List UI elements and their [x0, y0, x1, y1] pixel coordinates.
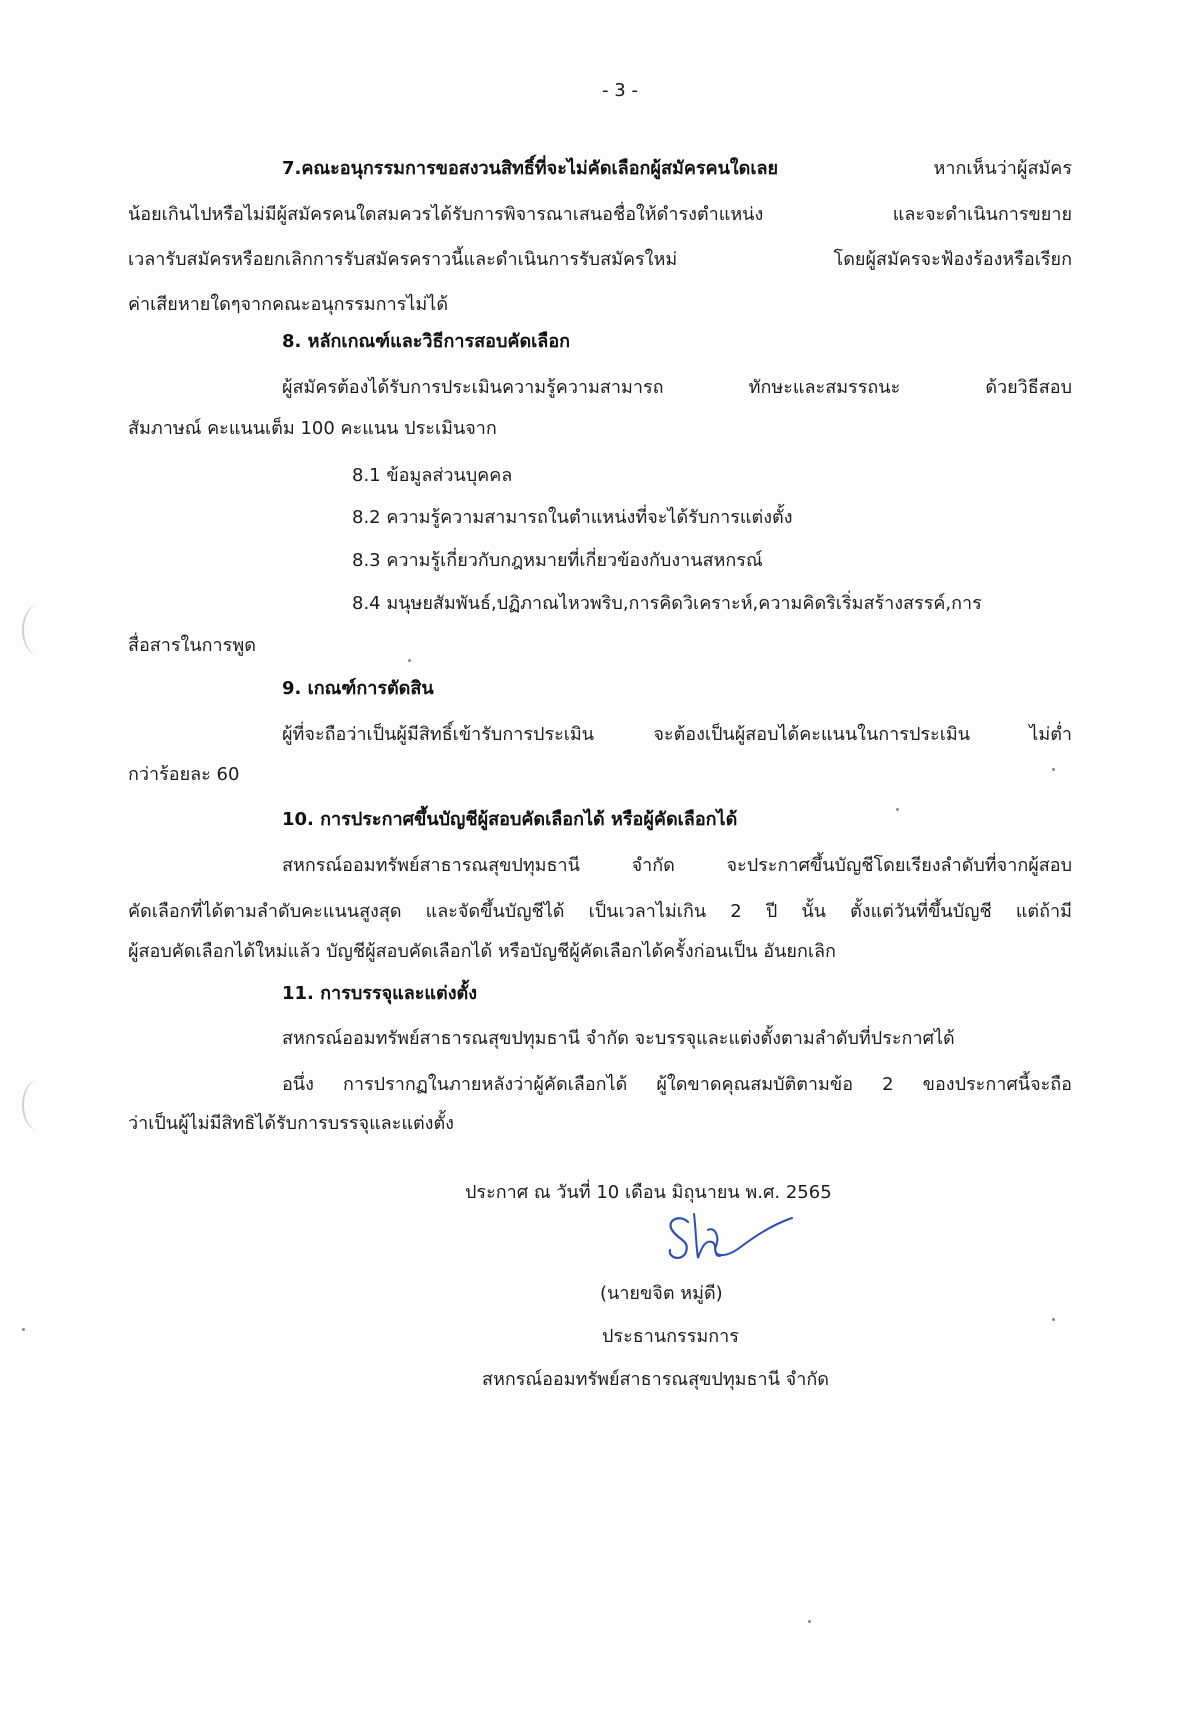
section9-line1: ผู้ที่จะถือว่าเป็นผู้มีสิทธิ์เข้ารับการประเมิน จะต้องเป็นผู้สอบได้คะแนนในการประเมิน ไม่ต่ำ	[282, 724, 1072, 745]
section8-item-4-continued: สื่อสารในการพูด	[128, 635, 256, 656]
signatory-position: ประธานกรรมการ	[602, 1326, 739, 1347]
section7-line2: น้อยเกินไปหรือไม่มีผู้สมัครคนใดสมควรได้รับการพิจารณาเสนอชื่อให้ดำรงตำแหน่ง และจะดำเนินการขยาย	[128, 204, 1072, 225]
section7-line3: เวลารับสมัครหรือยกเลิกการรับสมัครคราวนี้และดำเนินการรับสมัครใหม่ โดยผู้สมัครจะฟ้องร้องหรือเรียก	[128, 249, 1072, 270]
organization-name: สหกรณ์ออมทรัพย์สาธารณสุขปทุมธานี จำกัด	[482, 1369, 829, 1390]
section11-line1: สหกรณ์ออมทรัพย์สาธารณสุขปทุมธานี จำกัด จะบรรจุและแต่งตั้งตามลำดับที่ประกาศได้	[282, 1028, 955, 1049]
section10-line1: สหกรณ์ออมทรัพย์สาธารณสุขปทุมธานี จำกัด จะประกาศขึ้นบัญชีโดยเรียงลำดับที่จากผู้สอบ	[282, 855, 1072, 876]
section10-line3: ผู้สอบคัดเลือกได้ใหม่แล้ว บัญชีผู้สอบคัดเลือกได้ หรือบัญชีผู้คัดเลือกได้ครั้งก่อนเป็น อันยกเลิก	[128, 941, 836, 962]
section9-heading: 9. เกณฑ์การตัดสิน	[282, 678, 434, 699]
section7-line1	[282, 154, 1072, 184]
section11-line3: ว่าเป็นผู้ไม่มีสิทธิได้รับการบรรจุและแต่งตั้ง	[128, 1113, 454, 1134]
section8-item-2: 8.2 ความรู้ความสามารถในตำแหน่งที่จะได้รับการแต่งตั้ง	[352, 507, 793, 528]
section8-item-4: 8.4 มนุษยสัมพันธ์,ปฏิภาณไหวพริบ,การคิดวิเคราะห์,ความคิดริเริ่มสร้างสรรค์,การ	[352, 593, 982, 614]
section7-line1-rest: หากเห็นว่าผู้สมัคร	[933, 158, 1072, 179]
announcement-date: ประกาศ ณ วันที่ 10 เดือน มิถุนายน พ.ศ. 2565	[465, 1182, 832, 1203]
signatory-name: (นายขจิต หมู่ดี)	[600, 1283, 723, 1304]
punch-hole-mark	[22, 605, 54, 655]
section8-item-3: 8.3 ความรู้เกี่ยวกับกฎหมายที่เกี่ยวข้องกับงานสหกรณ์	[352, 550, 763, 571]
scan-speck	[22, 1328, 25, 1331]
section7-heading: 7.คณะอนุกรรมการขอสงวนสิทธิ์ที่จะไม่คัดเลือกผู้สมัครคนใดเลย	[282, 158, 779, 179]
page-number: - 3 -	[602, 80, 638, 101]
section10-line2: คัดเลือกที่ได้ตามลำดับคะแนนสูงสุด และจัดขึ้นบัญชีได้ เป็นเวลาไม่เกิน 2 ปี นั้น ตั้งแต่วันที่ขึ้นบัญชี แต่ถ้ามี	[128, 901, 1072, 922]
signature-image	[650, 1200, 800, 1280]
scan-speck	[808, 1620, 811, 1623]
section8-line1: ผู้สมัครต้องได้รับการประเมินความรู้ความสามารถ ทักษะและสมรรถนะ ด้วยวิธีสอบ	[282, 377, 1072, 398]
scan-speck	[896, 808, 899, 811]
section7-line4: ค่าเสียหายใดๆจากคณะอนุกรรมการไม่ได้	[128, 294, 449, 315]
scan-speck	[1052, 1318, 1055, 1321]
scan-speck	[408, 659, 411, 662]
section8-item-1: 8.1 ข้อมูลส่วนบุคคล	[352, 465, 513, 486]
section9-line2: กว่าร้อยละ 60	[128, 764, 240, 785]
section8-heading: 8. หลักเกณฑ์และวิธีการสอบคัดเลือก	[282, 331, 571, 352]
section8-line2: สัมภาษณ์ คะแนนเต็ม 100 คะแนน ประเมินจาก	[128, 418, 497, 439]
section10-heading: 10. การประกาศขึ้นบัญชีผู้สอบคัดเลือกได้ หรือผู้คัดเลือกได้	[282, 809, 738, 830]
section11-line2: อนึ่ง การปรากฏในภายหลังว่าผู้คัดเลือกได้ ผู้ใดขาดคุณสมบัติตามข้อ 2 ของประกาศนี้จะถือ	[282, 1074, 1072, 1095]
punch-hole-mark	[22, 1080, 54, 1130]
scan-speck	[1052, 768, 1055, 771]
section11-heading: 11. การบรรจุและแต่งตั้ง	[282, 983, 477, 1004]
